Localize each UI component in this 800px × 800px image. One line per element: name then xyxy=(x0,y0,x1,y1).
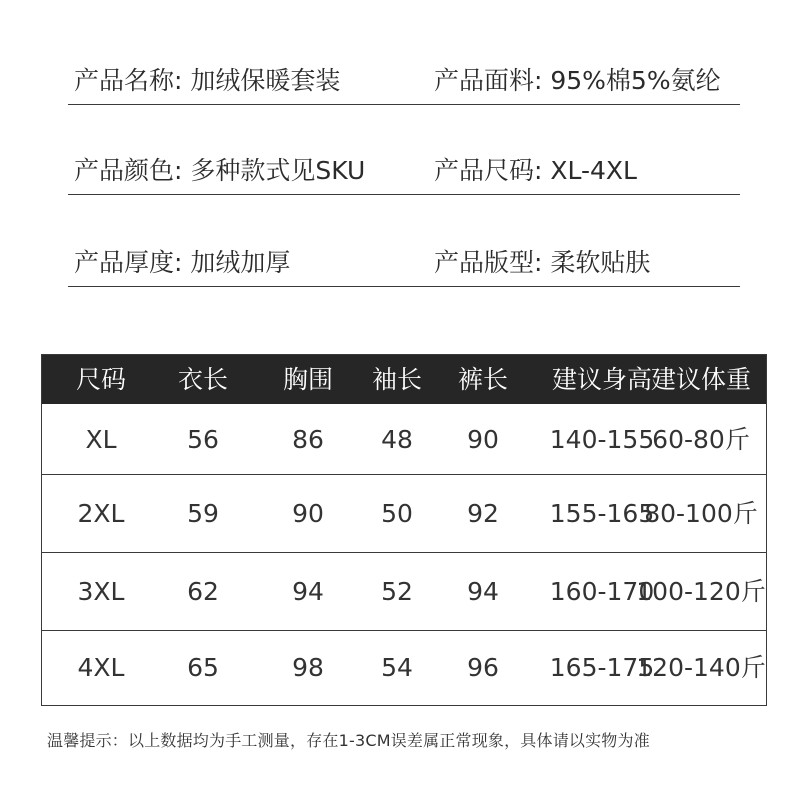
size-table xyxy=(41,354,767,706)
cell-pants-length: 96 xyxy=(467,653,499,682)
cell-weight: 120-140斤 xyxy=(636,653,766,682)
cell-pants-length: 92 xyxy=(467,499,499,528)
table-row xyxy=(42,631,766,705)
cell-height: 165-175 xyxy=(549,653,655,682)
table-row xyxy=(42,404,766,475)
cell-length: 59 xyxy=(187,499,219,528)
header-pants-length: 裤长 xyxy=(457,365,508,394)
header-length: 衣长 xyxy=(177,365,228,394)
cell-size: XL xyxy=(85,425,117,454)
cell-height: 160-170 xyxy=(549,577,655,606)
table-header xyxy=(42,355,766,404)
product-thickness-label: 产品厚度: 加绒加厚 xyxy=(74,248,291,277)
cell-sleeve: 50 xyxy=(381,499,413,528)
product-name-label: 产品名称: 加绒保暖套装 xyxy=(74,66,341,95)
table-row xyxy=(42,553,766,631)
cell-chest: 86 xyxy=(292,425,324,454)
cell-pants-length: 90 xyxy=(467,425,499,454)
header-size: 尺码 xyxy=(75,365,126,394)
cell-weight: 80-100斤 xyxy=(644,499,758,528)
info-row-color-size xyxy=(68,148,740,195)
header-weight: 建议体重 xyxy=(650,365,751,394)
info-row-thickness-fit xyxy=(68,240,740,287)
cell-chest: 90 xyxy=(292,499,324,528)
info-row-name-fabric xyxy=(68,58,740,105)
cell-length: 56 xyxy=(187,425,219,454)
product-fabric-label: 产品面料: 95%棉5%氨纶 xyxy=(434,66,721,95)
cell-size: 4XL xyxy=(77,653,125,682)
product-fit-label: 产品版型: 柔软贴肤 xyxy=(434,248,651,277)
cell-height: 140-155 xyxy=(549,425,655,454)
cell-size: 3XL xyxy=(77,577,125,606)
cell-pants-length: 94 xyxy=(467,577,499,606)
product-size-label: 产品尺码: XL-4XL xyxy=(434,156,637,185)
cell-sleeve: 54 xyxy=(381,653,413,682)
measurement-note: 温馨提示：以上数据均为手工测量，存在1-3CM误差属正常现象，具体请以实物为准 xyxy=(47,731,650,750)
cell-sleeve: 52 xyxy=(381,577,413,606)
header-sleeve: 袖长 xyxy=(371,365,422,394)
cell-size: 2XL xyxy=(77,499,125,528)
cell-height: 155-165 xyxy=(549,499,655,528)
header-height: 建议身高 xyxy=(551,365,652,394)
cell-length: 65 xyxy=(187,653,219,682)
header-chest: 胸围 xyxy=(282,365,333,394)
cell-chest: 94 xyxy=(292,577,324,606)
cell-weight: 100-120斤 xyxy=(636,577,766,606)
table-row xyxy=(42,475,766,553)
cell-weight: 60-80斤 xyxy=(652,425,750,454)
cell-chest: 98 xyxy=(292,653,324,682)
cell-length: 62 xyxy=(187,577,219,606)
cell-sleeve: 48 xyxy=(381,425,413,454)
product-color-label: 产品颜色: 多种款式见SKU xyxy=(74,156,366,185)
